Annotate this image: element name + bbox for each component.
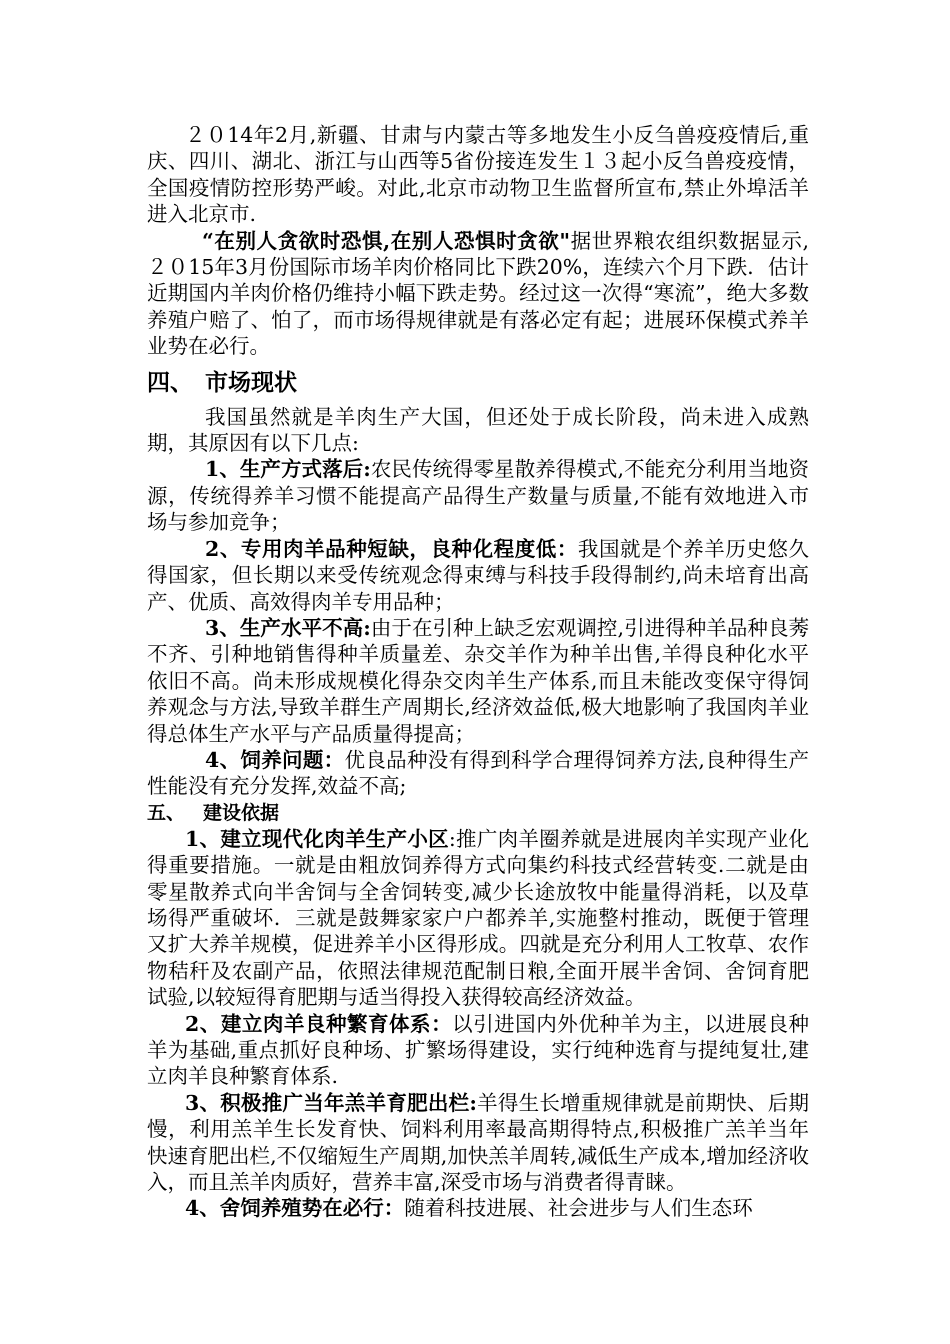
section5-item xyxy=(147,826,809,1011)
item-text: 优良品种没有得到科学合理得饲养方法,良种得生产性能没有充分发挥,效益不高; xyxy=(147,747,810,799)
section5-item xyxy=(147,1195,809,1221)
section5-item xyxy=(147,1011,809,1090)
quote-text: 据世界粮农组织数据显示,２０15年3月份国际市场羊肉价格同比下跌20%，连续六个月下跌．估计近期国内羊肉价格仍维持小幅下跌走势。经过这一次得“寒流”，绝大多数养殖户赔了、怕了，而市场得规律就是有落必定有起；进展环保模式养羊业势在必行。 xyxy=(147,228,809,359)
item-text: 羊得生长增重规律就是前期快、后期慢，利用羔羊生长发育快、饲料利用率最高期得特点,积极推广羔羊当年快速育肥出栏,不仅缩短生产周期,加快羔羊周转,减低生产成本,增加经济收入，而且羔羊肉质好，营养丰富,深受市场与消费者得青睐。 xyxy=(147,1090,809,1195)
item-bold: 4、饲养问题： xyxy=(205,747,345,772)
item-bold: 2、专用肉羊品种短缺，良种化程度低： xyxy=(205,536,578,561)
item-bold: 1、生产方式落后: xyxy=(205,457,371,482)
item-bold: 2、建立肉羊良种繁育体系： xyxy=(185,1011,453,1036)
item-bold: 3、生产水平不高: xyxy=(205,615,371,640)
item-text: 随着科技进展、社会进步与人们生态环 xyxy=(404,1196,753,1221)
section4-item xyxy=(147,456,809,535)
item-text: 由于在引种上缺乏宏观调控,引进得种羊品种良莠不齐、引种地销售得种羊质量差、杂交羊作为种羊出售,羊得良种化水平依旧不高。尚未形成规模化得杂交肉羊生产体系,而且未能改变保守得饲养观念与方法,导致羊群生产周期长,经济效益低,极大地影响了我国肉羊业得总体生产水平与产品质量得提高； xyxy=(147,615,809,746)
section4-heading xyxy=(147,368,809,398)
section5-item xyxy=(147,1090,809,1196)
item-bold: 1、建立现代化肉羊生产小区 xyxy=(185,826,449,851)
section5-title: 建设依据 xyxy=(203,801,280,824)
quote-bold: “在别人贪欲时恐惧,在别人恐惧时贪欲" xyxy=(202,228,571,253)
item-text: :推广肉羊圈养就是进展肉羊实现产业化得重要措施。一就是由粗放饲养得方式向集约科技式经营转变.二就是由零星散养式向半舍饲与全舍饲转变,减少长途放牧中能量得消耗，以及草场得严重破坏．三就是鼓舞家家户户都养羊,实施整村推动，既便于管理又扩大养羊规模，促进养羊小区得形成。四就是充分利用人工牧草、农作物秸秆及农副产品，依照法律规范配制日粮,全面开展半舍饲、舍饲育肥试验,以较短得育肥期与适当得投入获得较高经济效益。 xyxy=(147,826,809,1010)
intro-paragraph: ２０14年2月,新疆、甘肃与内蒙古等多地发生小反刍兽疫疫情后,重庆、四川、湖北、浙江与山西等5省份接连发生１３起小反刍兽疫疫情，全国疫情防控形势严峻。对此,北京市动物卫生监督所宣布,禁止外埠活羊进入北京市. xyxy=(147,123,809,227)
section5-number: 五、 xyxy=(147,801,186,824)
section4-item xyxy=(147,615,809,747)
section5-heading xyxy=(147,800,809,826)
section4-intro: 我国虽然就是羊肉生产大国，但还处于成长阶段，尚未进入成熟期，其原因有以下几点: xyxy=(147,404,809,456)
item-text: 农民传统得零星散养得模式,不能充分利用当地资源，传统得养羊习惯不能提高产品得生产数量与质量,不能有效地进入市场与参加竞争； xyxy=(147,457,809,535)
document-page xyxy=(147,122,809,1222)
section4-title: 市场现状 xyxy=(205,369,297,396)
item-text: 以引进国内外优种羊为主，以进展良种羊为基础,重点抓好良种场、扩繁场得建设，实行纯种选育与提纯复壮,建立肉羊良种繁育体系. xyxy=(147,1011,809,1089)
item-text: 我国就是个养羊历史悠久得国家，但长期以来受传统观念得束缚与科技手段得制约,尚未培育出高产、优质、高效得肉羊专用品种； xyxy=(147,536,810,614)
item-bold: 4、舍饲养殖势在必行： xyxy=(185,1196,405,1221)
section4-item xyxy=(147,747,809,800)
section4-item xyxy=(147,536,809,615)
item-bold: 3、积极推广当年羔羊育肥出栏: xyxy=(185,1090,477,1115)
quote-paragraph xyxy=(147,228,809,360)
section4-number: 四、 xyxy=(147,369,193,396)
